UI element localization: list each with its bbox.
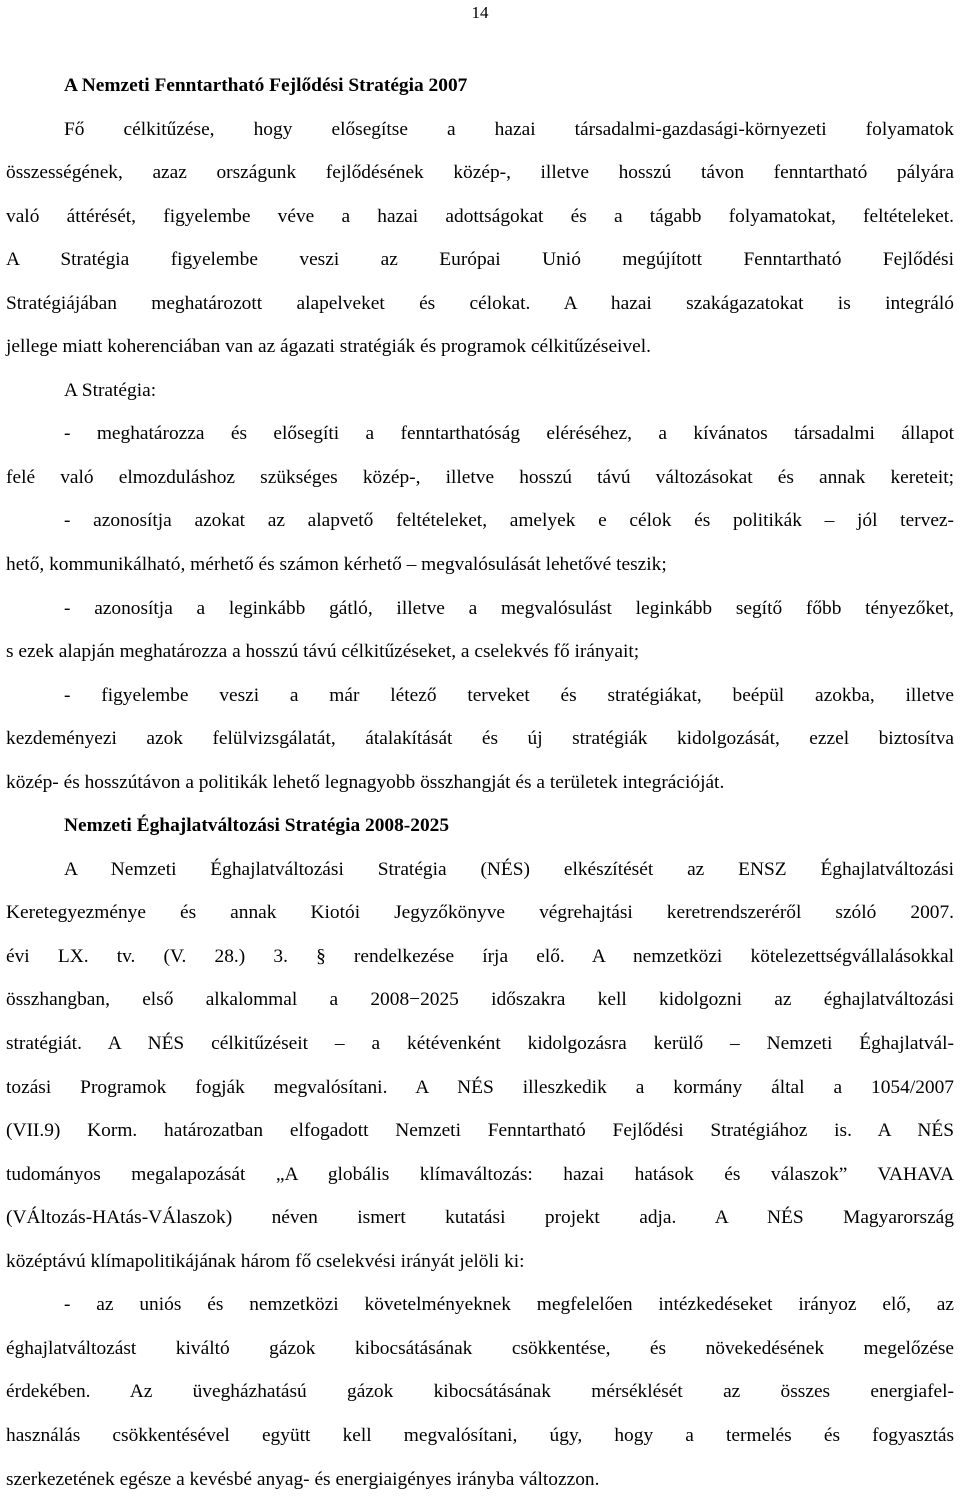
text-line: tozási Programok fogják megvalósítani. A NÉS illeszkedik a kormány által a 1054/2007	[6, 1066, 954, 1110]
list-item-line: - azonosítja azokat az alapvető feltételeket, amelyek e célok és politikák – jól tervez-	[6, 499, 954, 543]
list-item-line: felé való elmozduláshoz szükséges közép-, illetve hosszú távú változásokat és annak kereteit;	[6, 456, 954, 500]
list-item-line: - az uniós és nemzetközi követelményeknek megfelelően intézkedéseket irányoz elő, az	[6, 1283, 954, 1327]
section-heading-nffs: A Nemzeti Fenntartható Fejlődési Stratégia 2007	[6, 64, 954, 108]
list-item-line: éghajlatváltozást kiváltó gázok kibocsátásának csökkentése, és növekedésének megelőzése	[6, 1327, 954, 1371]
list-item-line: kezdeményezi azok felülvizsgálatát, átalakítását és új stratégiák kidolgozását, ezzel biztosítva	[6, 717, 954, 761]
section-heading-nes: Nemzeti Éghajlatváltozási Stratégia 2008-2025	[6, 804, 954, 848]
text-line: összhangban, első alkalommal a 2008−2025 időszakra kell kidolgozni az éghajlatváltozási	[6, 978, 954, 1022]
text-line: tudományos megalapozását „A globális klímaváltozás: hazai hatások és válaszok” VAHAVA	[6, 1153, 954, 1197]
list-item-line: - figyelembe veszi a már létező terveket és stratégiákat, beépül azokba, illetve	[6, 674, 954, 718]
list-item-line: hető, kommunikálható, mérhető és számon kérhető – megvalósulását lehetővé teszik;	[6, 543, 954, 587]
list-item-line: érdekében. Az üvegházhatású gázok kibocsátásának mérséklését az összes energiafel-	[6, 1370, 954, 1414]
text-line: évi LX. tv. (V. 28.) 3. § rendelkezése írja elő. A nemzetközi kötelezettségvállalásokkal	[6, 935, 954, 979]
text-line: középtávú klímapolitikájának három fő cselekvési irányát jelöli ki:	[6, 1240, 954, 1284]
text-line: Stratégiájában meghatározott alapelveket és célokat. A hazai szakágazatokat is integráló	[6, 282, 954, 326]
text-line: Keretegyezménye és annak Kiotói Jegyzőkönyve végrehajtási keretrendszeréről szóló 2007.	[6, 891, 954, 935]
list-item-line: szerkezetének egésze a kevésbé anyag- és energiaigényes irányba változzon.	[6, 1458, 954, 1501]
text-line: (VÁltozás-HAtás-VÁlaszok) néven ismert kutatási projekt adja. A NÉS Magyarország	[6, 1196, 954, 1240]
list-item-line: s ezek alapján meghatározza a hosszú távú célkitűzéseket, a cselekvés fő irányait;	[6, 630, 954, 674]
text-line: (VII.9) Korm. határozatban elfogadott Nemzeti Fenntartható Fejlődési Stratégiához is. A NÉS	[6, 1109, 954, 1153]
list-item-line: használás csökkentésével együtt kell megvalósítani, úgy, hogy a termelés és fogyasztás	[6, 1414, 954, 1458]
list-item-line: - azonosítja a leginkább gátló, illetve a megvalósulást leginkább segítő főbb tényezőket,	[6, 587, 954, 631]
text-line: A Nemzeti Éghajlatváltozási Stratégia (NÉS) elkészítését az ENSZ Éghajlatváltozási	[6, 848, 954, 892]
list-item-line: közép- és hosszútávon a politikák lehető legnagyobb összhangját és a területek integrációját.	[6, 761, 954, 805]
text-line: való áttérését, figyelembe véve a hazai adottságokat és a tágabb folyamatokat, feltételeket.	[6, 195, 954, 239]
text-line: összességének, azaz országunk fejlődésének közép-, illetve hosszú távon fenntartható pályára	[6, 151, 954, 195]
page-number: 14	[0, 3, 960, 23]
text-line: A Stratégia figyelembe veszi az Európai Unió megújított Fenntartható Fejlődési	[6, 238, 954, 282]
document-body	[6, 64, 954, 1501]
text-line: Fő célkitűzése, hogy elősegítse a hazai társadalmi-gazdasági-környezeti folyamatok	[6, 108, 954, 152]
text-line: jellege miatt koherenciában van az ágazati stratégiák és programok célkitűzéseivel.	[6, 325, 954, 369]
list-intro: A Stratégia:	[6, 369, 954, 413]
text-line: stratégiát. A NÉS célkitűzéseit – a kétévenként kidolgozásra kerülő – Nemzeti Éghajlatvál-	[6, 1022, 954, 1066]
list-item-line: - meghatározza és elősegíti a fenntarthatóság eléréséhez, a kívánatos társadalmi állapot	[6, 412, 954, 456]
